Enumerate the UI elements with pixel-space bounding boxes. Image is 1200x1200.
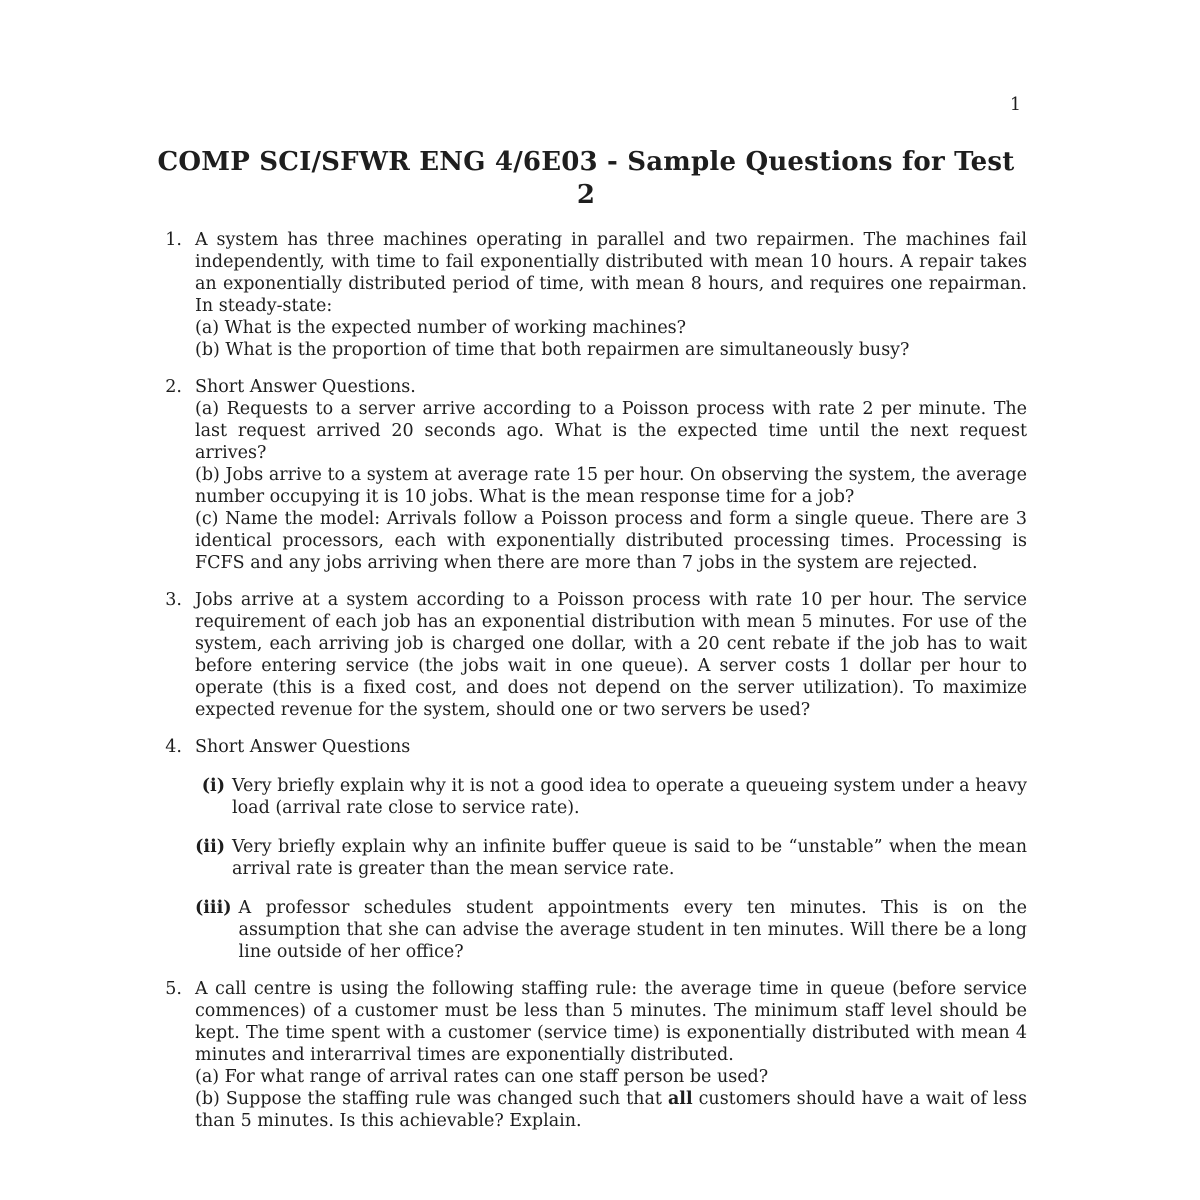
text-run: Very briefly explain why an infinite buffer queue is said to be “unstable” when the mean arrival rate is greater than the mean service rate. xyxy=(232,837,1027,879)
text-run: A call centre is using the following staffing rule: the average time in queue (before service commences) of a customer must be less than 5 minutes. The minimum staff level should be kept. The time spent with a customer (service time) is exponentially distributed with mean 4 minutes and interarrival times are exponentially distributed. xyxy=(195,979,1027,1065)
text-run: customers should have a wait of less than 5 minutes. Is this achievable? Explain. xyxy=(195,1089,1027,1131)
text-run: (b) Suppose the staffing rule was changed such that xyxy=(195,1089,668,1109)
page-title: COMP SCI/SFWR ENG 4/6E03 - Sample Questions for Test 2 xyxy=(157,147,1015,210)
subquestion-text xyxy=(232,836,1027,880)
subquestion-item xyxy=(195,775,1027,819)
text-run: (b) Jobs arrive to a system at average rate 15 per hour. On observing the system, the average number occupying it is 10 jobs. What is the mean response time for a job? xyxy=(195,465,1027,507)
page-number: 1 xyxy=(1009,95,1021,115)
question-number: 3. xyxy=(165,590,182,610)
question-body xyxy=(195,376,1027,574)
question-body xyxy=(195,589,1027,721)
question-number: 4. xyxy=(165,737,182,757)
question-text xyxy=(195,229,1027,317)
question-text xyxy=(195,376,1027,398)
text-run: Very briefly explain why it is not a good idea to operate a queueing system under a heavy load (arrival rate close to service rate). xyxy=(232,776,1027,818)
text-run: Jobs arrive at a system according to a Poisson process with rate 10 per hour. The service requirement of each job has an exponential distribution with mean 5 minutes. For use of the system, each arriving job is charged one dollar, with a 20 cent rebate if the job has to wait before entering service (the jobs wait in one queue). A server costs 1 dollar per hour to operate (this is a fixed cost, and does not depend on the server utilization). To maximize expected revenue for the system, should one or two servers be used? xyxy=(195,590,1027,720)
question-text xyxy=(195,464,1027,508)
text-run: A professor schedules student appointments every ten minutes. This is on the assumption that she can advise the average student in ten minutes. Will there be a long line outside of her office? xyxy=(238,898,1027,962)
text-run: (b) What is the proportion of time that both repairmen are simultaneously busy? xyxy=(195,340,910,360)
subquestion-marker: (iii) xyxy=(195,898,232,918)
question-body xyxy=(195,229,1027,361)
text-run: Short Answer Questions xyxy=(195,737,411,757)
question-item xyxy=(145,229,1027,361)
subquestion-item xyxy=(195,836,1027,880)
question-text xyxy=(195,1066,1027,1088)
page-content xyxy=(145,94,1027,1147)
subquestion-marker: (i) xyxy=(201,776,225,796)
text-run: Short Answer Questions. xyxy=(195,377,416,397)
question-number: 5. xyxy=(165,979,182,999)
question-text xyxy=(195,589,1027,721)
question-text xyxy=(195,1088,1027,1132)
text-run: (a) What is the expected number of working machines? xyxy=(195,318,687,338)
question-item xyxy=(145,376,1027,574)
text-run: A system has three machines operating in parallel and two repairmen. The machines fail independently, with time to fail exponentially distributed with mean 10 hours. A repair takes an exponentially distributed period of time, with mean 8 hours, and requires one repairman. In steady-state: xyxy=(195,230,1027,316)
subquestion-text xyxy=(239,897,1027,963)
question-text xyxy=(195,317,1027,339)
question-number: 2. xyxy=(165,377,182,397)
subquestion-list xyxy=(195,775,1027,963)
subquestion-item xyxy=(195,897,1027,963)
question-text xyxy=(195,398,1027,464)
question-list xyxy=(145,229,1027,1132)
question-body xyxy=(195,978,1027,1132)
question-body xyxy=(195,736,1027,963)
text-run: (c) Name the model: Arrivals follow a Poisson process and form a single queue. There are 3 identical processors, each with exponentially distributed processing times. Processing is FCFS and any jobs arriving when there are more than 7 jobs in the system are rejected. xyxy=(195,509,1027,573)
text-run: (a) Requests to a server arrive according to a Poisson process with rate 2 per minute. The last request arrived 20 seconds ago. What is the expected time until the next request arrives? xyxy=(195,399,1027,463)
question-number: 1. xyxy=(165,230,182,250)
question-item xyxy=(145,736,1027,963)
subquestion-text xyxy=(232,775,1027,819)
question-text xyxy=(195,508,1027,574)
question-text xyxy=(195,736,1027,758)
question-text xyxy=(195,978,1027,1066)
question-text xyxy=(195,339,1027,361)
text-run: (a) For what range of arrival rates can one staff person be used? xyxy=(195,1067,769,1087)
question-item xyxy=(145,589,1027,721)
subquestion-marker: (ii) xyxy=(195,837,225,857)
question-item xyxy=(145,978,1027,1132)
bold-text-run: all xyxy=(667,1089,693,1109)
